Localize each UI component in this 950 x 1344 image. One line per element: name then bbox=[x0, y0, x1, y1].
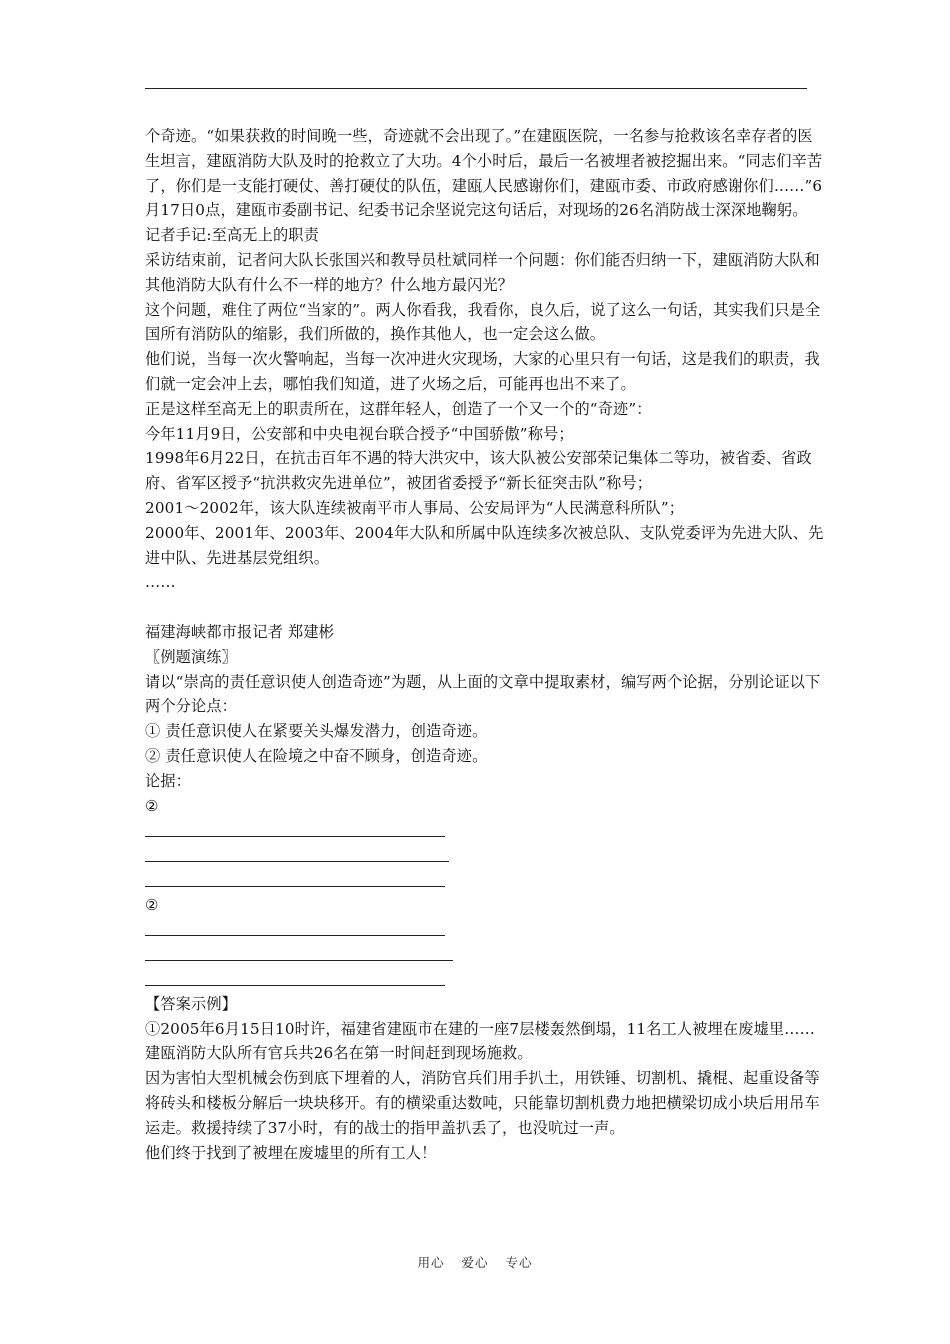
answer-blank-line[interactable] bbox=[145, 918, 445, 943]
article-paragraph: 正是这样至高无上的职责所在，这群年轻人，创造了一个又一个的“奇迹”： bbox=[145, 399, 652, 418]
article-paragraph: 采访结束前，记者问大队长张国兴和教导员杜斌同样一个问题：你们能否归纳一下，建瓯消防大队和其他消防大队有什么不一样的地方？什么地方最闪光？ bbox=[145, 250, 820, 294]
answer-heading: 【答案示例】 bbox=[145, 994, 238, 1013]
answer-blank-line[interactable] bbox=[145, 942, 453, 967]
byline: 福建海峡都市报记者 郑建彬 bbox=[145, 622, 335, 641]
honor-item: 2000年、2001年、2003年、2004年大队和所属中队连续多次被总队、支队党委评为先进大队、先进中队、先进基层党组织。 bbox=[145, 523, 824, 567]
exercise-heading: 〖例题演练〗 bbox=[145, 647, 238, 666]
article-paragraph: 个奇迹。“如果获救的时间晚一些，奇迹就不会出现了。”在建瓯医院，一名参与抢救该名幸存者的医生坦言，建瓯消防大队及时的抢救立了大功。4个小时后，最后一名被埋者被挖掘出来。“同志们辛苦了，你们是一支能打硬仗、善打硬仗的队伍，建瓯人民感谢你们，建瓯市委、市政府感谢你们……”6月17日0点，建瓯市委副书记、纪委书记余坚说完这句话后，对现场的26名消防战士深深地鞠躬。 bbox=[145, 127, 823, 220]
footer-item: 用心 bbox=[417, 1255, 445, 1270]
sub-point-1: ① 责任意识使人在紧要关头爆发潜力，创造奇迹。 bbox=[145, 722, 488, 741]
document-body bbox=[145, 124, 825, 1165]
answer-blank-line[interactable] bbox=[145, 868, 445, 893]
answer-blank-line[interactable] bbox=[145, 818, 445, 843]
footer-item: 专心 bbox=[505, 1255, 533, 1270]
evidence-marker-2: ② bbox=[145, 895, 159, 914]
exercise-prompt: 请以“崇高的责任意识使人创造奇迹”为题，从上面的文章中提取素材，编写两个论据，分别论证以下两个分论点： bbox=[145, 672, 821, 716]
answer-line: 他们终于找到了被埋在废墟里的所有工人！ bbox=[145, 1143, 437, 1162]
answer-blank-line[interactable] bbox=[145, 967, 445, 992]
article-paragraph: 这个问题，难住了两位“当家的”。两人你看我，我看你，良久后，说了这么一句话，其实我们只是全国所有消防队的缩影，我们所做的，换作其他人，也一定会这么做。 bbox=[145, 300, 821, 344]
section-heading: 记者手记:至高无上的职责 bbox=[145, 226, 319, 245]
footer-item: 爱心 bbox=[461, 1255, 489, 1270]
honor-item: 2001～2002年，该大队连续被南平市人事局、公安局评为“人民满意科所队”； bbox=[145, 498, 685, 517]
answer-line: 建瓯消防大队所有官兵共26名在第一时间赶到现场施救。 bbox=[145, 1044, 533, 1063]
evidence-marker-1: ② bbox=[145, 796, 159, 815]
ellipsis: …… bbox=[145, 573, 176, 592]
header-rule bbox=[145, 88, 807, 89]
answer-blank-line[interactable] bbox=[145, 843, 449, 868]
evidence-label: 论据： bbox=[145, 771, 192, 790]
honor-item: 今年11月9日，公安部和中央电视台联合授予“中国骄傲”称号； bbox=[145, 424, 574, 443]
article-paragraph: 他们说，当每一次火警响起，当每一次冲进火灾现场，大家的心里只有一句话，这是我们的职责，我们就一定会冲上去，哪怕我们知道，进了火场之后，可能再也出不来了。 bbox=[145, 350, 820, 393]
sub-point-2: ② 责任意识使人在险境之中奋不顾身，创造奇迹。 bbox=[145, 746, 488, 765]
answer-line: ①2005年6月15日10时许，福建省建瓯市在建的一座7层楼轰然倒塌，11名工人被埋在废墟里…… bbox=[145, 1019, 815, 1038]
answer-line: 因为害怕大型机械会伤到底下埋着的人，消防官兵们用手扒土，用铁锤、切割机、撬棍、起重设备等将砖头和楼板分解后一块块移开。有的横梁重达数吨，只能靠切割机费力地把横梁切成小块后用吊车运走。救援持续了37小时，有的战士的指甲盖扒丢了，也没吭过一声。 bbox=[145, 1069, 820, 1137]
honor-item: 1998年6月22日，在抗击百年不遇的特大洪灾中，该大队被公安部荣记集体二等功，被省委、省政府、省军区授予“抗洪救灾先进单位”，被团省委授予“新长征突击队”称号； bbox=[145, 449, 812, 493]
spacer bbox=[145, 595, 825, 620]
page-footer bbox=[0, 1253, 950, 1271]
